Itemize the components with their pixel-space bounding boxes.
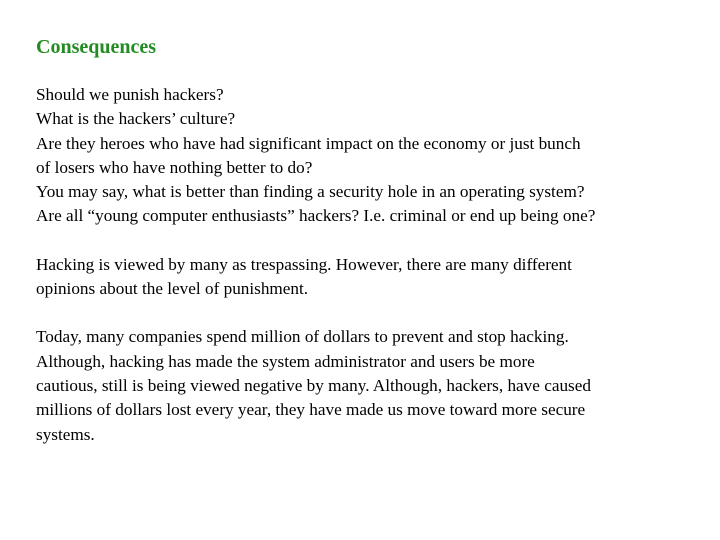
paragraph-line: What is the hackers’ culture? [36,109,236,129]
slide-content [36,33,696,447]
paragraph-line: cautious, still is being viewed negative by many. Although, hackers, have caused [36,375,591,395]
paragraph-line: Should we punish hackers? [36,85,224,104]
paragraph-line: of losers who have nothing better to do? [36,157,313,177]
slide-title: Consequences [36,36,157,58]
paragraph-line: Hacking is viewed by many as trespassing. However, there are many different [36,254,572,274]
paragraph-companies [36,325,696,446]
paragraph-questions [36,83,696,229]
paragraph-line: Are all “young computer enthusiasts” hackers? I.e. criminal or end up being one? [36,206,596,226]
paragraph-line: systems. [36,424,95,444]
paragraph-trespassing [36,253,696,302]
paragraph-line: You may say, what is better than finding a security hole in an operating system? [36,182,585,202]
paragraph-line: Are they heroes who have had significant impact on the economy or just bunch [36,133,581,153]
paragraph-line: millions of dollars lost every year, they have made us move toward more secure [36,400,586,420]
paragraph-line: Although, hacking has made the system administrator and users be more [36,351,535,371]
paragraph-line: Today, many companies spend million of dollars to prevent and stop hacking. [36,327,569,347]
paragraph-line: opinions about the level of punishment. [36,279,309,299]
